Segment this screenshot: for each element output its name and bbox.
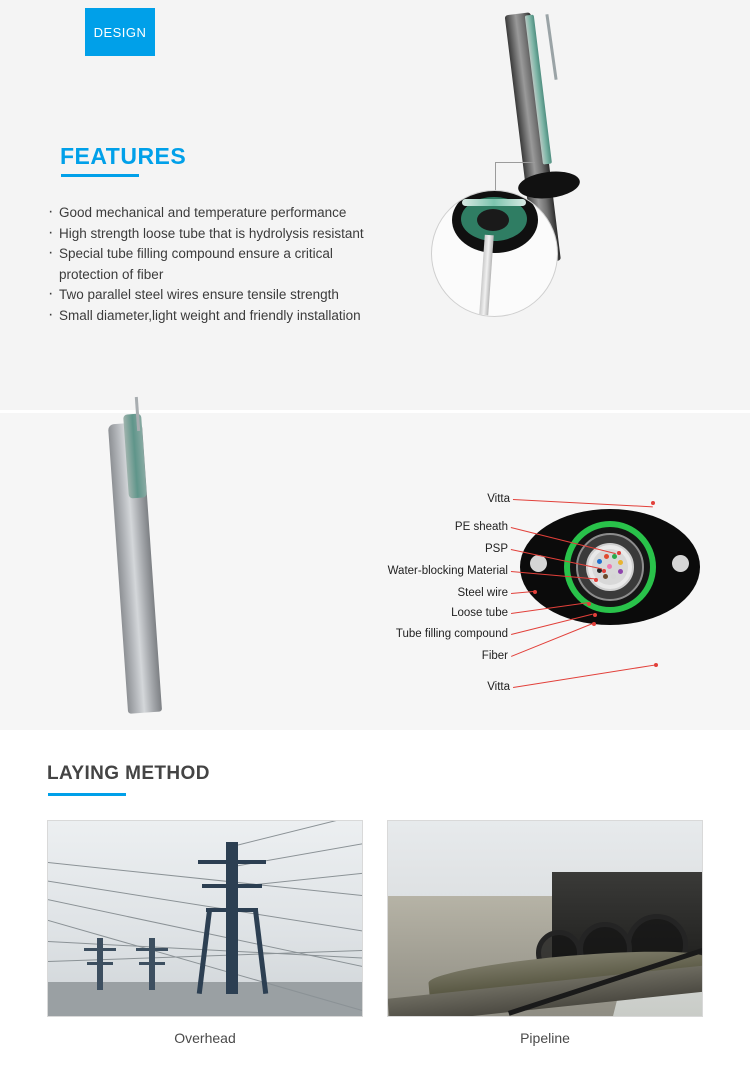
label-loose-tube: Loose tube [451,607,508,619]
list-item: · Two parallel steel wires ensure tensile strength [46,285,376,306]
structure-section [0,413,750,733]
tower-arm [139,962,165,965]
small-tower [82,938,118,990]
fiber-dot [604,554,609,559]
design-badge: DESIGN [85,8,155,56]
features-section [0,0,750,410]
callout-dot [533,590,537,594]
overhead-caption: Overhead [174,1030,236,1046]
callout-dot [587,602,591,606]
tower-arm [87,962,113,965]
cable-product-photo [400,12,740,342]
label-vitta-bottom: Vitta [487,681,510,693]
tower-arm [198,860,266,864]
pipeline-photo [387,820,703,1017]
callout-dot [651,501,655,505]
laying-method-section [0,733,750,1075]
tower-arm [206,908,258,912]
tower-leg [253,908,268,994]
label-fiber: Fiber [481,650,508,662]
callout-line [511,623,593,657]
list-item: · Good mechanical and temperature performance [46,203,376,224]
list-item: · Small diameter,light weight and friendly installation [46,306,376,327]
fiber-dot [603,574,608,579]
list-item: · High strength loose tube that is hydrolysis resistant [46,224,376,245]
callout-dot [592,622,596,626]
label-tube-filling-compound: Tube filling compound [395,628,508,640]
laying-method-title: LAYING METHOD [47,763,210,784]
zoom-loose-tube [477,209,509,231]
small-tower [134,938,170,990]
fiber-dot [618,560,623,565]
fiber-dot [597,559,602,564]
tower-arm [202,884,262,888]
callout-dot [654,663,658,667]
features-title: FEATURES [60,143,187,169]
fiber-dot [607,564,612,569]
fiber-dot [612,554,617,559]
features-title-underline [61,174,139,177]
callout-dot [602,569,606,573]
laying-title-underline [48,793,126,796]
callout-line [511,614,593,635]
cs-steel-wire-right [672,555,689,572]
label-psp: PSP [484,543,508,555]
label-water-blocking-material: Water-blocking Material [387,565,508,577]
label-pe-sheath: PE sheath [454,521,508,533]
callout-line [513,664,656,688]
magnifier-leader-line-horizontal [495,162,535,163]
zoom-stripe [462,199,526,206]
overhead-photo [47,820,363,1017]
features-list [46,203,376,326]
label-steel-wire: Steel wire [457,587,508,599]
cable-zoom-circle [431,190,558,317]
tower-arm [84,948,116,951]
fiber-dot [618,569,623,574]
callout-dot [594,578,598,582]
fiber-dot [611,574,616,579]
pipeline-caption: Pipeline [520,1030,570,1046]
callout-line [513,499,653,507]
tower-leg [197,908,212,994]
callout-dot [617,551,621,555]
list-item: · Special tube filling compound ensure a critical protection of fiber [46,244,376,285]
tower-arm [136,948,168,951]
callout-dot [593,613,597,617]
cable-bare-fiber [545,14,557,80]
label-vitta-top: Vitta [487,493,510,505]
transmission-tower [196,842,268,994]
cs-steel-wire-left [530,555,547,572]
